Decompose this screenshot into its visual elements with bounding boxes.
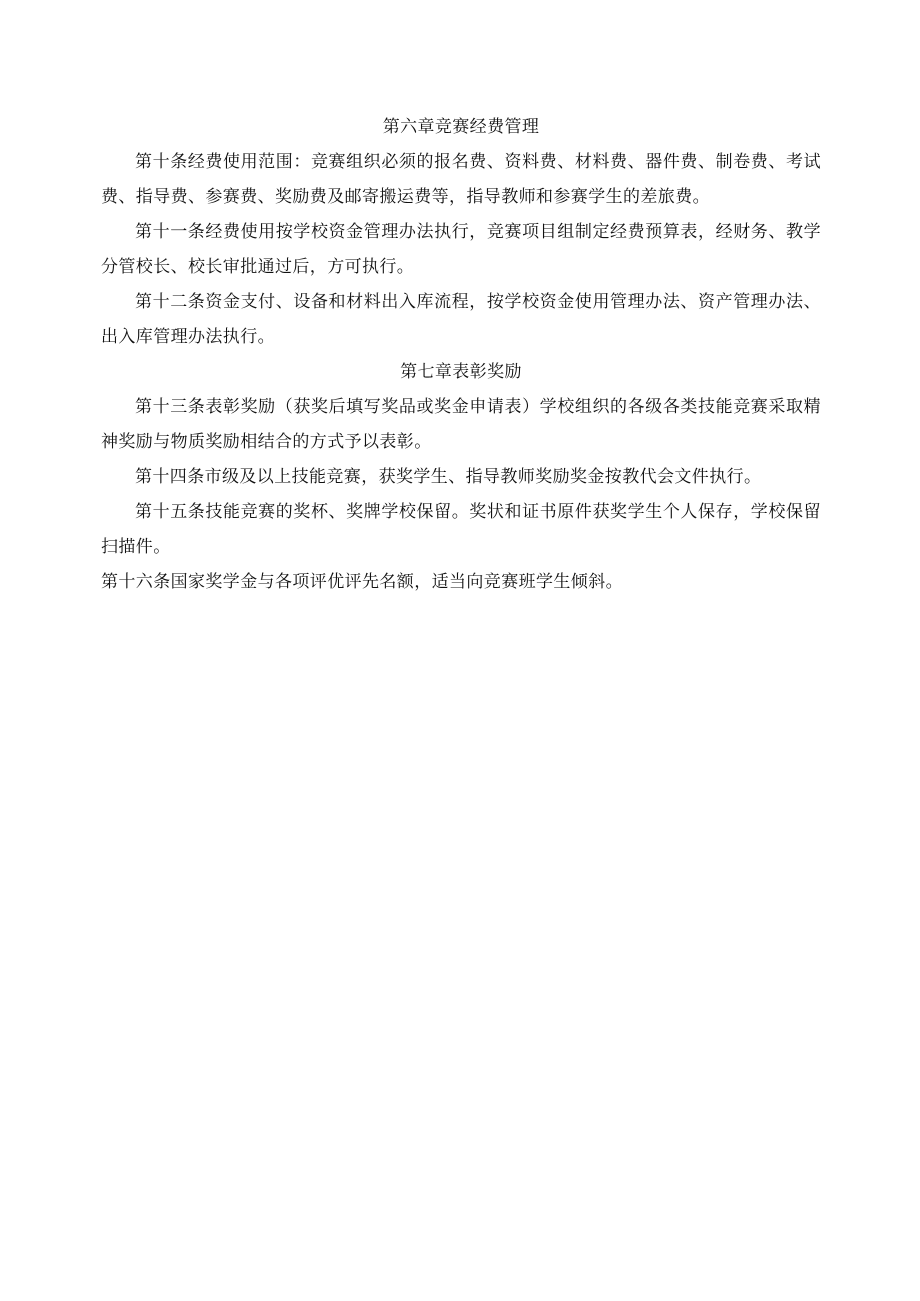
- article-15: 第十五条技能竞赛的奖杯、奖牌学校保留。奖状和证书原件获奖学生个人保存，学校保留扫描件。: [101, 502, 821, 557]
- article-11: 第十一条经费使用按学校资金管理办法执行，竞赛项目组制定经费预算表，经财务、教学分管校长、校长审批通过后，方可执行。: [101, 222, 821, 277]
- article-14: 第十四条市级及以上技能竞赛，获奖学生、指导教师奖励奖金按教代会文件执行。: [135, 467, 762, 487]
- article-12: 第十二条资金支付、设备和材料出入库流程，按学校资金使用管理办法、资产管理办法、出入库管理办法执行。: [101, 292, 821, 347]
- article-16: 第十六条国家奖学金与各项评优评先名额，适当向竞赛班学生倾斜。: [101, 572, 623, 592]
- document-body: [101, 110, 821, 600]
- chapter-6-heading: 第六章竞赛经费管理: [382, 117, 540, 137]
- chapter-7-heading: 第七章表彰奖励: [400, 362, 522, 382]
- article-13: 第十三条表彰奖励（获奖后填写奖品或奖金申请表）学校组织的各级各类技能竞赛采取精神奖励与物质奖励相结合的方式予以表彰。: [101, 397, 821, 452]
- article-10: 第十条经费使用范围：竞赛组织必须的报名费、资料费、材料费、器件费、制卷费、考试费、指导费、参赛费、奖励费及邮寄搬运费等，指导教师和参赛学生的差旅费。: [101, 152, 821, 207]
